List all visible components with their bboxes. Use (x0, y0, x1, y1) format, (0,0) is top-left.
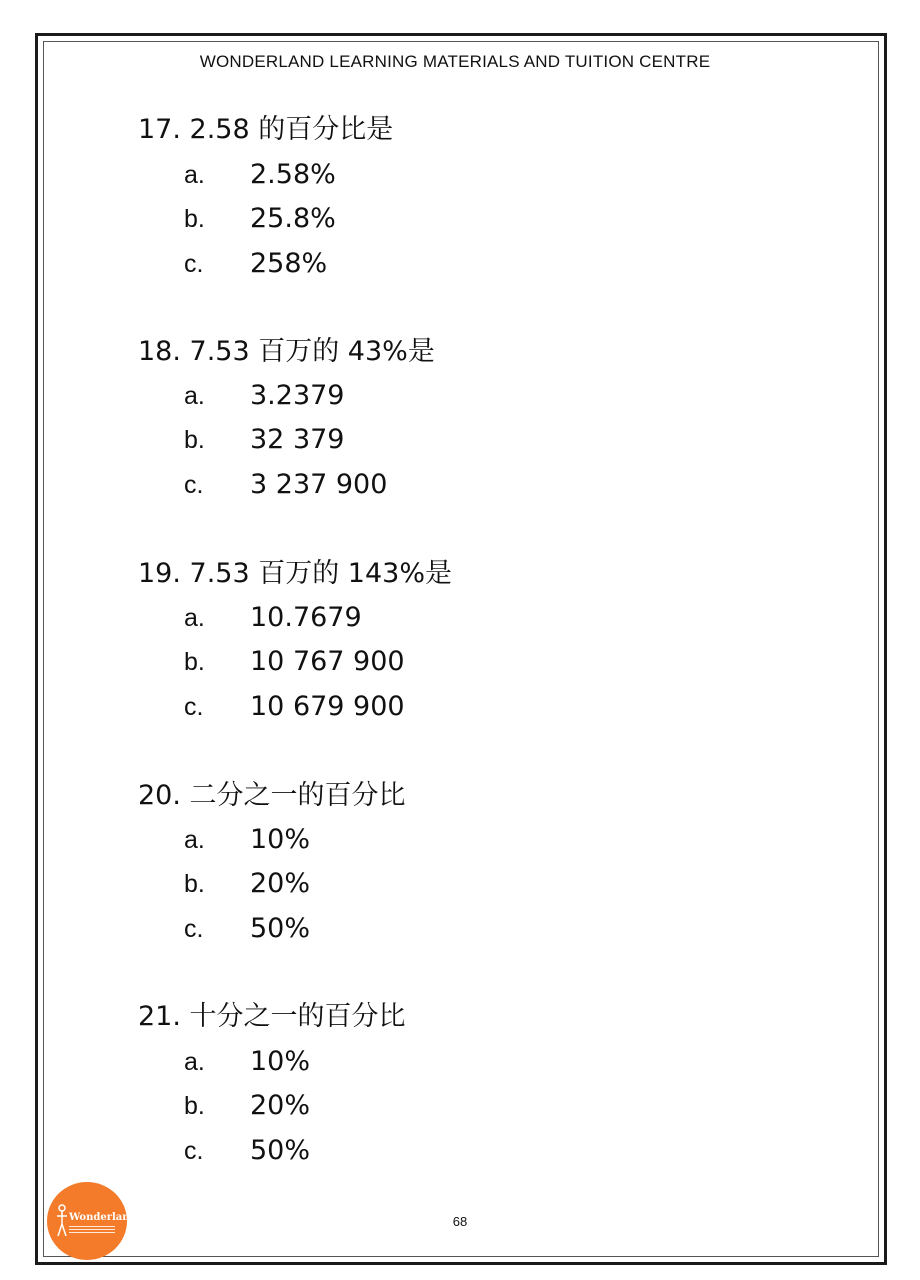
option-value: 3.2379 (250, 380, 345, 411)
option-letter: a. (184, 604, 205, 632)
option-letter: b. (184, 648, 205, 676)
option-value: 10 679 900 (250, 691, 405, 722)
option-value: 32 379 (250, 424, 345, 455)
option-letter: c. (184, 915, 204, 943)
option-value: 3 237 900 (250, 469, 388, 500)
question-18-option-c (184, 468, 388, 502)
option-value: 10.7679 (250, 602, 362, 633)
option-value: 20% (250, 1090, 311, 1121)
question-19-option-b (184, 645, 405, 679)
question-18: 18. 7.53 百万的 43%是 (138, 336, 435, 367)
question-20-option-b (184, 867, 311, 901)
question-19-option-a (184, 601, 362, 635)
option-letter: a. (184, 161, 205, 189)
question-21: 21. 十分之一的百分比 (138, 1001, 406, 1032)
question-20: 20. 二分之一的百分比 (138, 780, 406, 811)
question-20-option-c (184, 912, 311, 946)
option-letter: b. (184, 870, 205, 898)
option-letter: b. (184, 205, 205, 233)
option-value: 2.58% (250, 159, 336, 190)
option-letter: c. (184, 693, 204, 721)
question-18-option-a (184, 379, 345, 413)
page-number: 68 (452, 1214, 468, 1229)
option-value: 50% (250, 913, 311, 944)
page-header: WONDERLAND LEARNING MATERIALS AND TUITION CENTRE (199, 52, 711, 71)
question-17-option-a (184, 158, 336, 192)
question-21-option-b (184, 1089, 311, 1123)
option-value: 10% (250, 824, 311, 855)
option-letter: a. (184, 1048, 205, 1076)
option-letter: a. (184, 826, 205, 854)
logo-text: Wonderland (69, 1212, 137, 1223)
question-19: 19. 7.53 百万的 143%是 (138, 558, 452, 589)
option-value: 10 767 900 (250, 646, 405, 677)
option-letter: b. (184, 1092, 205, 1120)
question-19-option-c (184, 690, 405, 724)
option-value: 25.8% (250, 203, 336, 234)
question-17: 17. 2.58 的百分比是 (138, 114, 394, 145)
question-21-option-c (184, 1134, 311, 1168)
option-letter: c. (184, 471, 204, 499)
option-value: 10% (250, 1046, 311, 1077)
question-17-option-c (184, 247, 328, 281)
option-letter: a. (184, 382, 205, 410)
page-border-inner (43, 41, 879, 1257)
option-value: 258% (250, 248, 328, 279)
question-17-option-b (184, 202, 336, 236)
option-letter: c. (184, 250, 204, 278)
question-18-option-b (184, 423, 345, 457)
option-value: 50% (250, 1135, 311, 1166)
option-letter: b. (184, 426, 205, 454)
option-letter: c. (184, 1137, 204, 1165)
question-21-option-a (184, 1045, 311, 1079)
option-value: 20% (250, 868, 311, 899)
question-20-option-a (184, 823, 311, 857)
